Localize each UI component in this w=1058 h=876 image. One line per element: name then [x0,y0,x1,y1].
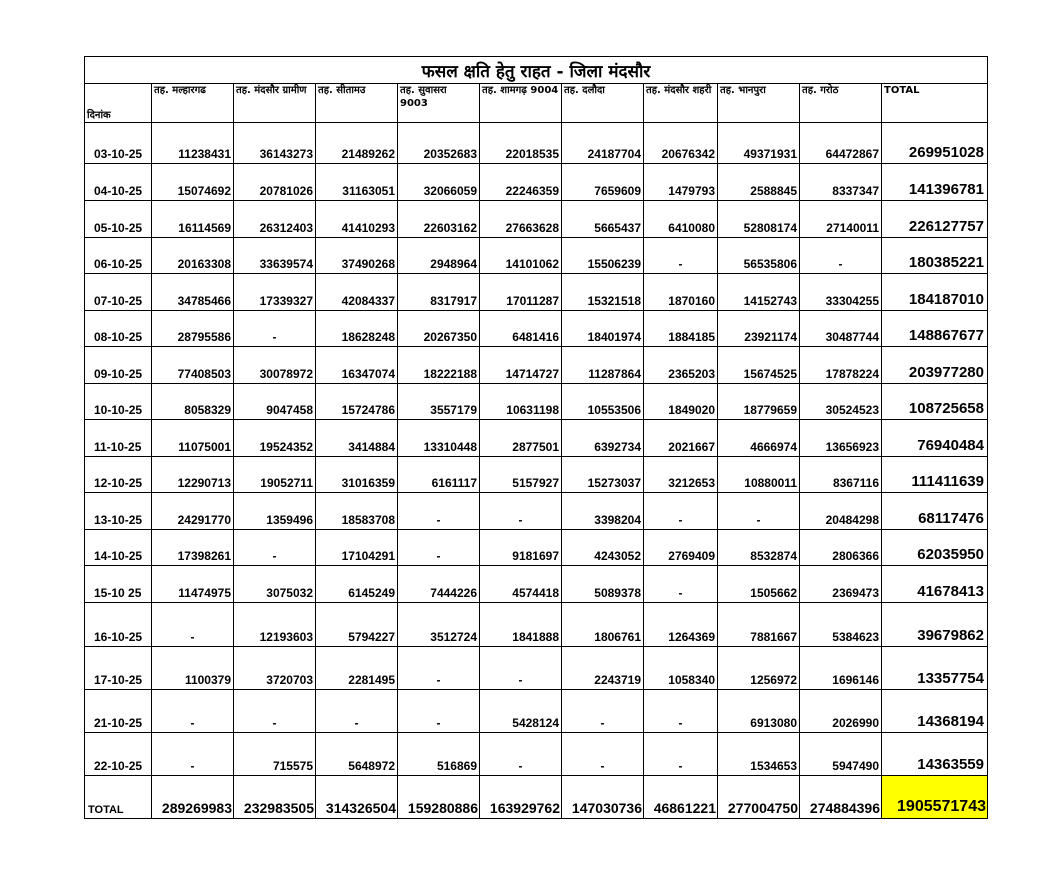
value-cell: - [480,493,562,530]
date-column-header: दिनांक [85,84,152,123]
value-cell: 21489262 [316,123,398,164]
value-cell: 15724786 [316,384,398,420]
value-cell: 5089378 [562,566,644,603]
value-cell: 52808174 [718,201,800,238]
value-cell: 1849020 [644,384,718,420]
table-row [85,493,988,530]
row-date: 15-10 25 [85,566,152,603]
value-cell: 1884185 [644,311,718,347]
value-cell: 3512724 [398,603,480,647]
value-cell: - [718,493,800,530]
value-cell: 8532874 [718,530,800,566]
value-cell: 14714727 [480,347,562,384]
value-cell: 2769409 [644,530,718,566]
row-total: 180385221 [882,238,988,274]
table-row [85,123,988,164]
value-cell: - [480,733,562,776]
value-cell: - [234,311,316,347]
value-cell: 27663628 [480,201,562,238]
row-total: 184187010 [882,274,988,311]
value-cell: 6392734 [562,420,644,457]
grand-total: 1905571743 [882,776,988,819]
value-cell: - [644,493,718,530]
table-row [85,690,988,733]
value-cell: 31163051 [316,164,398,201]
value-cell: - [398,530,480,566]
value-cell: 11474975 [152,566,234,603]
table-body [85,123,988,776]
value-cell: 20352683 [398,123,480,164]
row-total: 14368194 [882,690,988,733]
value-cell: 2588845 [718,164,800,201]
column-header: तह. सुवासरा 9003 [398,84,480,123]
row-date: 14-10-25 [85,530,152,566]
value-cell: 11287864 [562,347,644,384]
value-cell: 2243719 [562,647,644,690]
row-date: 04-10-25 [85,164,152,201]
table-row [85,311,988,347]
value-cell: 5384623 [800,603,882,647]
table-row [85,347,988,384]
value-cell: 2877501 [480,420,562,457]
value-cell: 15321518 [562,274,644,311]
value-cell: 12290713 [152,457,234,493]
value-cell: 13310448 [398,420,480,457]
value-cell: 16347074 [316,347,398,384]
row-total: 108725658 [882,384,988,420]
value-cell: 15273037 [562,457,644,493]
table-row [85,384,988,420]
column-header: तह. शामगढ़ 9004 [480,84,562,123]
value-cell: 3075032 [234,566,316,603]
value-cell: 14101062 [480,238,562,274]
value-cell: 3398204 [562,493,644,530]
value-cell: 12193603 [234,603,316,647]
row-total: 13357754 [882,647,988,690]
table-row [85,201,988,238]
value-cell: 9181697 [480,530,562,566]
column-header: तह. गरोठ [800,84,882,123]
value-cell: 11238431 [152,123,234,164]
table-row [85,603,988,647]
value-cell: 7881667 [718,603,800,647]
value-cell: - [562,733,644,776]
row-date: 07-10-25 [85,274,152,311]
column-header: तह. भानपुरा [718,84,800,123]
value-cell: 715575 [234,733,316,776]
value-cell: 22246359 [480,164,562,201]
value-cell: 1534653 [718,733,800,776]
value-cell: 28795586 [152,311,234,347]
value-cell: 19052711 [234,457,316,493]
value-cell: - [398,690,480,733]
value-cell: 15074692 [152,164,234,201]
value-cell: 8058329 [152,384,234,420]
value-cell: 15674525 [718,347,800,384]
table-row [85,647,988,690]
value-cell: 5428124 [480,690,562,733]
value-cell: - [644,238,718,274]
value-cell: 7659609 [562,164,644,201]
value-cell: 18401974 [562,311,644,347]
row-total: 141396781 [882,164,988,201]
value-cell: - [234,690,316,733]
value-cell: 56535806 [718,238,800,274]
column-total: 232983505 [234,776,316,819]
sheet-title: फसल क्षति हेतु राहत - जिला मंदसौर [85,57,988,84]
value-cell: 11075001 [152,420,234,457]
value-cell: 36143273 [234,123,316,164]
value-cell: 27140011 [800,201,882,238]
row-date: 05-10-25 [85,201,152,238]
column-total: 163929762 [480,776,562,819]
row-total: 269951028 [882,123,988,164]
totals-label: TOTAL [85,776,152,819]
row-total: 148867677 [882,311,988,347]
value-cell: 18583708 [316,493,398,530]
value-cell: 2948964 [398,238,480,274]
value-cell: 6161117 [398,457,480,493]
value-cell: 10553506 [562,384,644,420]
relief-sheet [84,56,987,819]
value-cell: 8367116 [800,457,882,493]
column-total: 159280886 [398,776,480,819]
value-cell: 30487744 [800,311,882,347]
value-cell: 1256972 [718,647,800,690]
value-cell: 64472867 [800,123,882,164]
value-cell: 77408503 [152,347,234,384]
row-date: 08-10-25 [85,311,152,347]
value-cell: 42084337 [316,274,398,311]
value-cell: 6913080 [718,690,800,733]
row-total: 203977280 [882,347,988,384]
value-cell: 1058340 [644,647,718,690]
value-cell: - [644,690,718,733]
table-row [85,164,988,201]
value-cell: - [480,647,562,690]
table-row [85,733,988,776]
value-cell: 5947490 [800,733,882,776]
value-cell: 1841888 [480,603,562,647]
value-cell: 14152743 [718,274,800,311]
value-cell: - [800,238,882,274]
table-row [85,238,988,274]
table-row [85,457,988,493]
value-cell: 4243052 [562,530,644,566]
value-cell: 13656923 [800,420,882,457]
value-cell: 31016359 [316,457,398,493]
value-cell: 17878224 [800,347,882,384]
column-total: 289269983 [152,776,234,819]
value-cell: 2369473 [800,566,882,603]
value-cell: 1505662 [718,566,800,603]
value-cell: 8317917 [398,274,480,311]
value-cell: 5648972 [316,733,398,776]
value-cell: 6145249 [316,566,398,603]
value-cell: 24291770 [152,493,234,530]
value-cell: 6410080 [644,201,718,238]
value-cell: 17011287 [480,274,562,311]
row-date: 21-10-25 [85,690,152,733]
value-cell: 7444226 [398,566,480,603]
row-total: 111411639 [882,457,988,493]
value-cell: 30524523 [800,384,882,420]
value-cell: - [152,690,234,733]
value-cell: 17104291 [316,530,398,566]
value-cell: 3414884 [316,420,398,457]
value-cell: - [316,690,398,733]
row-total: 226127757 [882,201,988,238]
value-cell: 1359496 [234,493,316,530]
column-total: 46861221 [644,776,718,819]
row-total: 68117476 [882,493,988,530]
table-row [85,530,988,566]
value-cell: 5794227 [316,603,398,647]
value-cell: 1870160 [644,274,718,311]
value-cell: 1264369 [644,603,718,647]
value-cell: - [644,566,718,603]
value-cell: 2365203 [644,347,718,384]
row-total: 41678413 [882,566,988,603]
row-date: 22-10-25 [85,733,152,776]
value-cell: 18222188 [398,347,480,384]
value-cell: 8337347 [800,164,882,201]
table-row [85,274,988,311]
row-date: 11-10-25 [85,420,152,457]
value-cell: - [644,733,718,776]
value-cell: 20676342 [644,123,718,164]
value-cell: 33304255 [800,274,882,311]
value-cell: 516869 [398,733,480,776]
row-date: 13-10-25 [85,493,152,530]
value-cell: 20267350 [398,311,480,347]
row-date: 03-10-25 [85,123,152,164]
value-cell: 1696146 [800,647,882,690]
value-cell: 3720703 [234,647,316,690]
value-cell: 1100379 [152,647,234,690]
value-cell: 1479793 [644,164,718,201]
value-cell: 17398261 [152,530,234,566]
column-header: तह. मंदसौर शहरी [644,84,718,123]
value-cell: - [562,690,644,733]
row-total: 62035950 [882,530,988,566]
value-cell: 16114569 [152,201,234,238]
row-date: 17-10-25 [85,647,152,690]
column-header: तह. मंदसौर ग्रामीण [234,84,316,123]
column-total: 274884396 [800,776,882,819]
value-cell: 5157927 [480,457,562,493]
value-cell: 2026990 [800,690,882,733]
value-cell: 9047458 [234,384,316,420]
value-cell: 33639574 [234,238,316,274]
value-cell: 18779659 [718,384,800,420]
value-cell: 32066059 [398,164,480,201]
relief-table [84,56,988,819]
value-cell: - [234,530,316,566]
table-row [85,566,988,603]
value-cell: - [398,647,480,690]
value-cell: 26312403 [234,201,316,238]
value-cell: 2021667 [644,420,718,457]
value-cell: - [152,603,234,647]
row-total: 14363559 [882,733,988,776]
column-total: 314326504 [316,776,398,819]
value-cell: 18628248 [316,311,398,347]
value-cell: 37490268 [316,238,398,274]
table-row [85,420,988,457]
value-cell: 6481416 [480,311,562,347]
value-cell: 30078972 [234,347,316,384]
value-cell: 20484298 [800,493,882,530]
value-cell: - [398,493,480,530]
value-cell: 20781026 [234,164,316,201]
value-cell: 10880011 [718,457,800,493]
totals-row [85,776,988,819]
row-date: 10-10-25 [85,384,152,420]
row-date: 12-10-25 [85,457,152,493]
value-cell: 34785466 [152,274,234,311]
value-cell: 19524352 [234,420,316,457]
column-total: 277004750 [718,776,800,819]
value-cell: 23921174 [718,311,800,347]
row-date: 16-10-25 [85,603,152,647]
value-cell: 3212653 [644,457,718,493]
value-cell: 10631198 [480,384,562,420]
column-total: 147030736 [562,776,644,819]
value-cell: 22603162 [398,201,480,238]
value-cell: 5665437 [562,201,644,238]
value-cell: 20163308 [152,238,234,274]
value-cell: 22018535 [480,123,562,164]
row-total: 39679862 [882,603,988,647]
row-date: 06-10-25 [85,238,152,274]
value-cell: 24187704 [562,123,644,164]
total-column-header: TOTAL [882,84,988,123]
value-cell: 15506239 [562,238,644,274]
value-cell: 1806761 [562,603,644,647]
value-cell: 17339327 [234,274,316,311]
row-date: 09-10-25 [85,347,152,384]
value-cell: 41410293 [316,201,398,238]
value-cell: 2281495 [316,647,398,690]
value-cell: 3557179 [398,384,480,420]
column-header: तह. सीतामउ [316,84,398,123]
value-cell: - [152,733,234,776]
value-cell: 4666974 [718,420,800,457]
value-cell: 49371931 [718,123,800,164]
column-header: तह. दलौदा [562,84,644,123]
row-total: 76940484 [882,420,988,457]
column-header: तह. मल्हारगढ [152,84,234,123]
value-cell: 4574418 [480,566,562,603]
value-cell: 2806366 [800,530,882,566]
